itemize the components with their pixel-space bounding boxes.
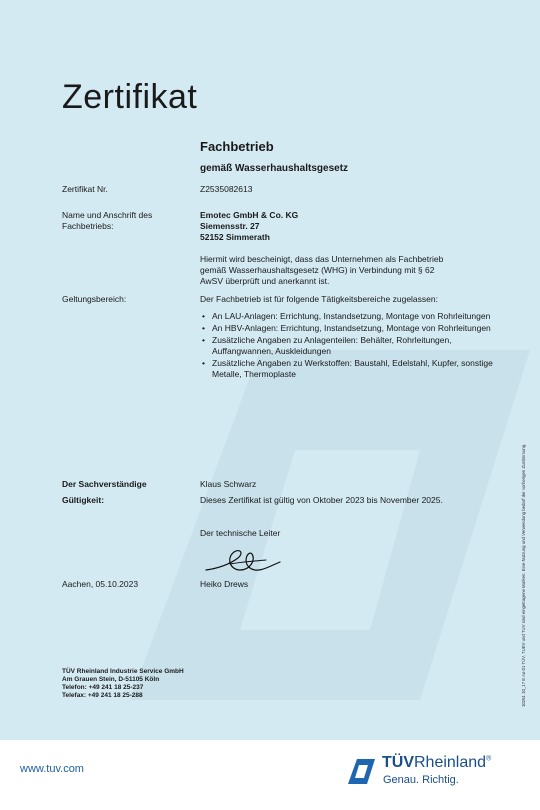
brand-tagline: Genau. Richtig. xyxy=(383,774,459,786)
issuer-phone: Telefon: +49 241 18 25-237 xyxy=(62,684,144,691)
issuer-address xyxy=(62,668,184,700)
company-street: Siemensstr. 27 xyxy=(200,221,260,231)
statement-line2: gemäß Wasserhaushaltsgesetz (WHG) in Verbindung mit § 62 xyxy=(200,265,435,275)
scope-item: • An HBV-Anlagen: Errichtung, Instandsetzung, Montage von Rohrleitungen xyxy=(200,323,500,334)
expert-name: Klaus Schwarz xyxy=(200,479,257,489)
certificate-number-value: Z2535082613 xyxy=(200,184,253,194)
validity-text: Dieses Zertifikat ist gültig von Oktober 2023 bis November 2025. xyxy=(200,495,443,505)
brand-name xyxy=(382,754,491,772)
statement-line3: AwSV überprüft und anerkannt ist. xyxy=(200,276,330,286)
scope-item: • An LAU-Anlagen: Errichtung, Instandsetzung, Montage von Rohrleitungen xyxy=(200,311,500,322)
company-name: Emotec GmbH & Co. KG xyxy=(200,210,299,220)
certificate-title: Zertifikat xyxy=(62,78,198,116)
company-label-line2: Fachbetriebs: xyxy=(62,221,114,231)
certificate-heading: Fachbetrieb xyxy=(200,139,274,154)
issuer-name: TÜV Rheinland Industrie Service GmbH xyxy=(62,668,184,675)
company-city: 52152 Simmerath xyxy=(200,232,270,242)
scope-item: • Zusätzliche Angaben zu Werkstoffen: Baustahl, Edelstahl, Kupfer, sonstige Metalle, Thermoplaste xyxy=(200,358,500,380)
certificate-subheading: gemäß Wasserhaushaltsgesetz xyxy=(200,163,349,174)
certificate-number-label: Zertifikat Nr. xyxy=(62,184,108,194)
place-date: Aachen, 05.10.2023 xyxy=(62,579,139,589)
issuer-street: Am Grauen Stein, D-51105 Köln xyxy=(62,676,160,683)
director-label: Der technische Leiter xyxy=(200,528,281,538)
tuv-brand-logo xyxy=(342,752,532,792)
signature-image xyxy=(200,540,310,584)
scope-item: • Zusätzliche Angaben zu Anlagenteilen: Behälter, Rohrleitungen, Auffangwannen, Auskleidungen xyxy=(200,335,500,357)
statement-line1: Hiermit wird bescheinigt, dass das Unternehmen als Fachbetrieb xyxy=(200,254,444,264)
signatory-name: Heiko Drews xyxy=(200,579,249,589)
brand-name-bold: TÜV xyxy=(382,754,414,771)
website-link[interactable]: www.tuv.com xyxy=(20,763,84,775)
scope-intro: Der Fachbetrieb ist für folgende Tätigkeitsbereiche zugelassen: xyxy=(200,294,438,304)
scope-label: Geltungsbereich: xyxy=(62,294,127,304)
company-label xyxy=(62,210,152,232)
tuv-triangle-watermark-icon xyxy=(120,330,540,720)
scope-list xyxy=(200,311,500,381)
company-label-line1: Name und Anschrift des xyxy=(62,210,153,220)
registered-mark: ® xyxy=(486,755,492,763)
expert-label: Der Sachverständige xyxy=(62,479,147,489)
certificate-statement xyxy=(200,254,510,287)
trademark-note: 10261 10_17 E Ao 01 TÜV, TUEV und TUV sind eingetragene Marken. Eine Nutzung und Verwendung bedarf der vorherigen Zustimmung. xyxy=(521,443,526,707)
brand-name-rest: Rheinland xyxy=(414,754,487,771)
company-address xyxy=(200,210,298,243)
issuer-fax: Telefax: +49 241 18 25-288 xyxy=(62,692,143,699)
validity-label: Gültigkeit: xyxy=(62,495,105,505)
tuv-triangle-logo-icon xyxy=(346,756,376,786)
